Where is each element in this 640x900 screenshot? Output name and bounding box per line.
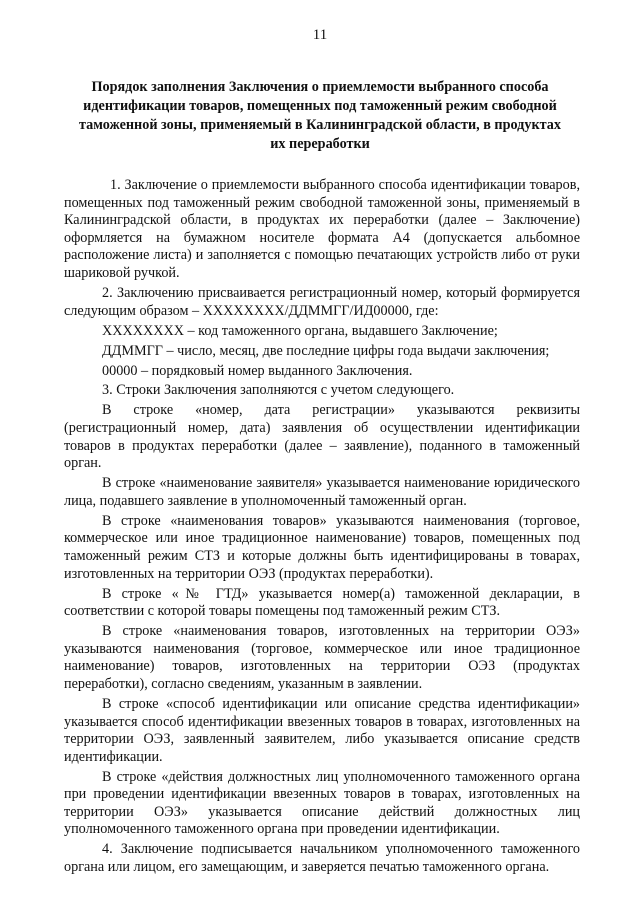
document-body	[64, 177, 580, 877]
paragraph-registration-field: В строке «номер, дата регистрации» указываются реквизиты (регистрационный номер, дата) заявления об осуществлении идентификации товаров в продуктах переработки (далее – заявление), поданного в таможенный орган.	[64, 402, 580, 472]
title-line: идентификации товаров, помещенных под таможенный режим свободной	[83, 98, 557, 114]
paragraph-number-definition: 00000 – порядковый номер выданного Заключения.	[102, 362, 413, 379]
paragraph-produced-goods-field: В строке «наименования товаров, изготовленных на территории ОЭЗ» указываются наименования (торговое, коммерческое или иное традиционное наименование) товаров, изготовленных на территории ОЭЗ (продуктах переработки), согласно сведениям, указанным в заявлении.	[64, 623, 580, 692]
paragraph-gtd-field: В строке «№ ГТД» указывается номер(а) таможенной декларации, в соответствии с которой товары помещены под таможенный режим СТЗ.	[64, 585, 580, 620]
paragraph-code-definition: XXXXXXXX – код таможенного органа, выдавшего Заключение;	[102, 322, 498, 339]
paragraph-applicant-field: В строке «наименование заявителя» указывается наименование юридического лица, подавшего заявление в уполномоченный таможенный орган.	[64, 475, 580, 509]
paragraph-2: 2. Заключению присваивается регистрационный номер, который формируется следующим образом – XXXXXXXX/ДДММГГ/ИД00000, где:	[64, 284, 580, 319]
paragraph-1: 1. Заключение о приемлемости выбранного способа идентификации товаров, помещенных под таможенный режим свободной таможенной зоны, применяемый в Калининградской области, в продуктах их переработки (далее – Заключение) оформляется на бумажном носителе формата А4 (допускается альбомное расположение листа) и заполняется с помощью печатающих устройств либо от руки шариковой ручкой.	[64, 177, 580, 281]
title-line: их переработки	[270, 136, 370, 152]
paragraph-3: 3. Строки Заключения заполняются с учетом следующего.	[102, 382, 455, 399]
title-line: Порядок заполнения Заключения о приемлемости выбранного способа	[91, 79, 549, 95]
title-line: таможенной зоны, применяемый в Калининградской области, в продуктах	[79, 117, 561, 133]
paragraph-4: 4. Заключение подписывается начальником уполномоченного таможенного органа или лицом, его замещающим, и заверяется печатью таможенного органа.	[64, 841, 580, 876]
paragraph-goods-names-field: В строке «наименования товаров» указываются наименования (торговое, коммерческое или иное традиционное наименование) товаров, помещенных под таможенный режим СТЗ и которые должны быть идентифицированы в товарах, изготовленных на территории ОЭЗ (продуктах переработки).	[64, 512, 580, 582]
paragraph-officials-actions-field: В строке «действия должностных лиц уполномоченного таможенного органа при проведении идентификации ввезенных товаров в товарах, изготовленных на территории ОЭЗ» указывается описание действий должностных лиц уполномоченного таможенного органа при проведении идентификации.	[64, 768, 580, 838]
paragraph-identification-method-field: В строке «способ идентификации или описание средства идентификации» указывается способ идентификации ввезенных товаров в товарах, изготовленных на территории ОЭЗ, заявленный заявителем, либо указывается описание средств идентификации.	[64, 695, 580, 765]
document-title	[70, 78, 570, 154]
paragraph-date-definition: ДДММГГ – число, месяц, две последние цифры года выдачи заключения;	[102, 342, 550, 359]
page-number: 11	[312, 27, 328, 43]
